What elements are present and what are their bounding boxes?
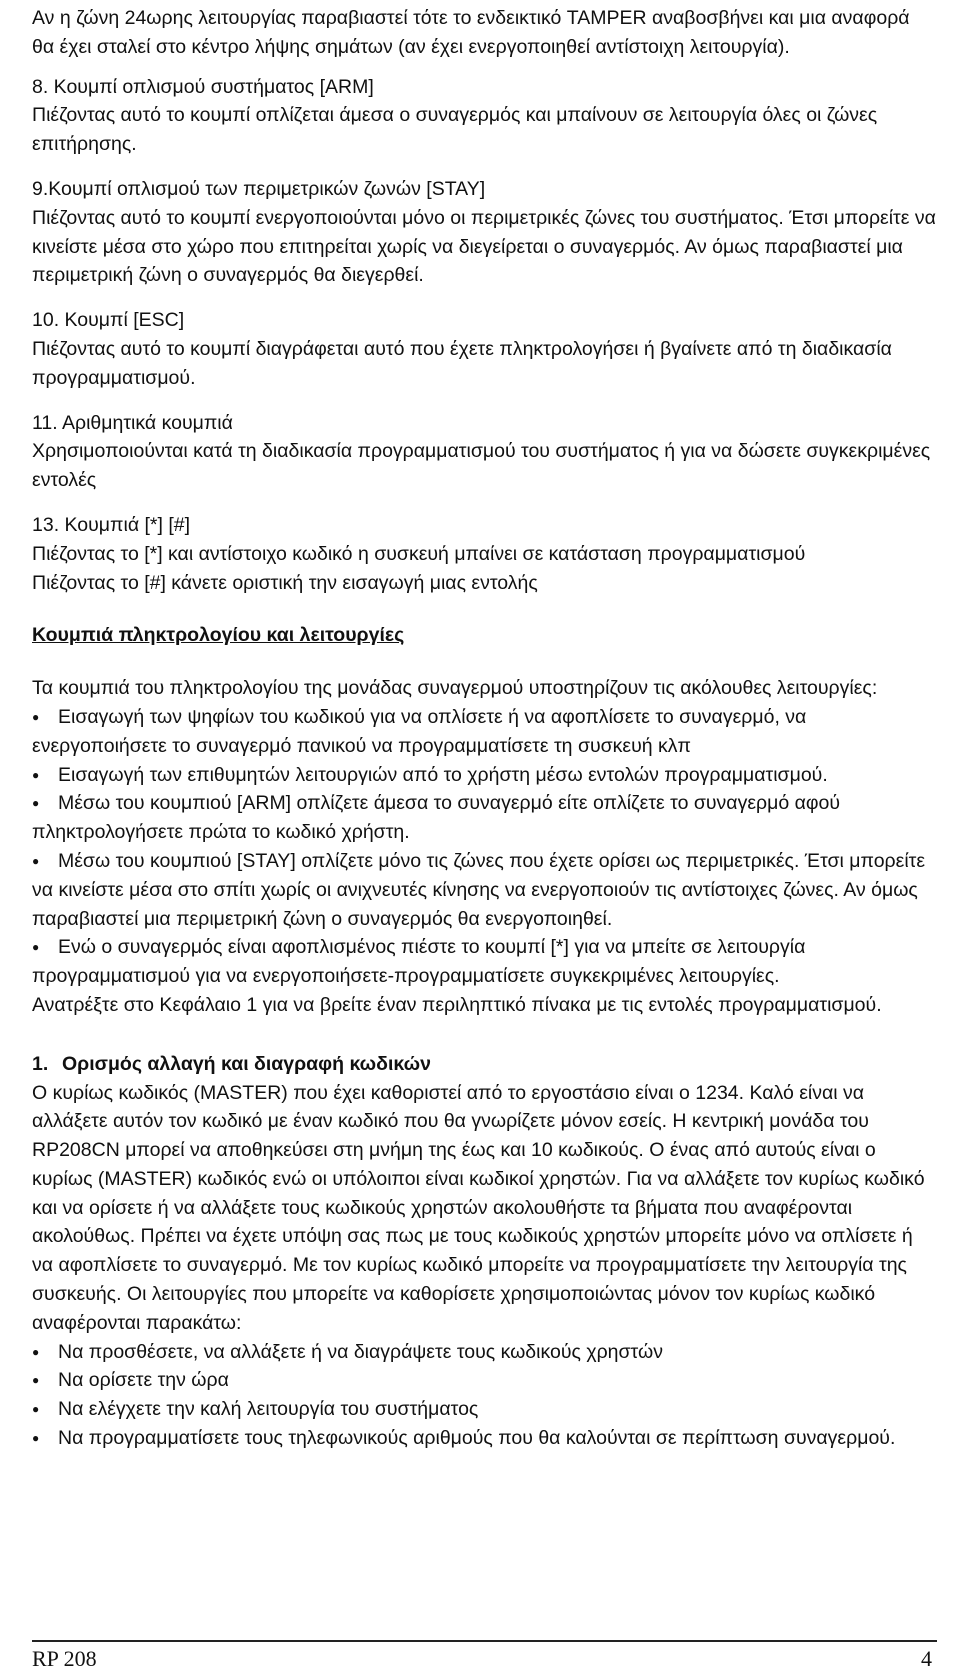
item-13-title: 13. Κουμπιά [*] [#] [32, 513, 191, 536]
item-9-text: Πιέζοντας αυτό το κουμπί ενεργοποιούνται μόνο οι περιμετρικές ζώνες του συστήματος. Έτσι μπορείτε να κινείστε μέσα στο χώρο που επιτηρείται χωρίς να διεγείρεται ο συναγερμός. Αν όμως παραβιαστεί μια περιμετρική ζώνη ο συναγερμός θα διεγερθεί. [32, 206, 936, 287]
page-number: 4 [921, 1646, 932, 1671]
item-13-line-1: Πιέζοντας το [*] και αντίστοιχο κωδικό η συσκευή μπαίνει σε κατάσταση προγραμματισμού [32, 542, 806, 565]
item-11-title: 11. Αριθμητικά κουμπιά [32, 411, 233, 434]
master-code-functions-list [32, 1338, 937, 1453]
subsection-heading [32, 1050, 937, 1079]
list-item: ● Ενώ ο συναγερμός είναι αφοπλισμένος πιέστε το κουμπί [*] για να μπείτε σε λειτουργία προγραμματισμού για να ενεργοποιήσετε-προγραμματίσετε συγκεκριμένες λειτουργίες. [32, 933, 937, 991]
item-8-text: Πιέζοντας αυτό το κουμπί οπλίζεται άμεσα ο συναγερμός και μπαίνουν σε λειτουργία όλες οι ζώνες επιτήρησης. [32, 104, 878, 156]
bullet-icon: ● [32, 767, 40, 782]
bullet-icon: ● [32, 940, 40, 955]
list-item: ● Εισαγωγή των επιθυμητών λειτουργιών από το χρήστη μέσω εντολών προγραμματισμού. [32, 761, 937, 790]
section-intro: Τα κουμπιά του πληκτρολογίου της μονάδας συναγερμού υποστηρίζουν τις ακόλουθες λειτουργίες: [32, 677, 878, 700]
list-item: ● Να προσθέσετε, να αλλάξετε ή να διαγράψετε τους κωδικούς χρηστών [32, 1338, 937, 1367]
chapter-reference: Ανατρέξτε στο Κεφάλαιο 1 για να βρείτε έναν περιληπτικό πίνακα με τις εντολές προγραμματισμού. [32, 993, 882, 1016]
bullet-icon: ● [32, 1344, 40, 1359]
bullet-icon: ● [32, 1373, 40, 1388]
subsection-number: 1. [32, 1052, 49, 1075]
item-10-text: Πιέζοντας αυτό το κουμπί διαγράφεται αυτό που έχετε πληκτρολογήσει ή βγαίνετε από τη διαδικασία προγραμματισμού. [32, 337, 892, 389]
list-item: ● Να ελέγχετε την καλή λειτουργία του συστήματος [32, 1395, 937, 1424]
section-heading: Κουμπιά πληκτρολογίου και λειτουργίες [32, 624, 405, 647]
subsection-title: Ορισμός αλλαγή και διαγραφή κωδικών [62, 1052, 431, 1075]
item-9-title: 9.Κουμπί οπλισμού των περιμετρικών ζωνών [STAY] [32, 177, 486, 200]
bullet-icon: ● [32, 709, 40, 724]
bullet-icon: ● [32, 1431, 40, 1446]
list-item: ● Μέσω του κουμπιού [STAY] οπλίζετε μόνο τις ζώνες που έχετε ορίσει ως περιμετρικές. Έτσι μπορείτε να κινείστε μέσα στο σπίτι χωρίς οι ανιχνευτές κίνησης να ενεργοποιούν τις αντίστοιχες ζώνες. Αν όμως παραβιαστεί μια περιμετρική ζώνη ο συναγερμός θα ενεργοποιηθεί. [32, 847, 937, 933]
list-item: ● Να ορίσετε την ώρα [32, 1366, 937, 1395]
item-8-title: 8. Κουμπί οπλισμού συστήματος [ARM] [32, 75, 374, 98]
item-11-text: Χρησιμοποιούνται κατά τη διαδικασία προγραμματισμού του συστήματος ή για να δώσετε συγκεκριμένες εντολές [32, 440, 931, 492]
bullet-icon: ● [32, 853, 40, 868]
bullet-icon: ● [32, 1402, 40, 1417]
list-item: ● Εισαγωγή των ψηφίων του κωδικού για να οπλίσετε ή να αφοπλίσετε το συναγερμό, να ενεργοποιήσετε το συναγερμό πανικού να προγραμματίσετε τη συσκευή κλπ [32, 703, 937, 761]
intro-paragraph: Αν η ζώνη 24ωρης λειτουργίας παραβιαστεί τότε το ενδεικτικό TAMPER αναβοσβήνει και μια αναφορά θα έχει σταλεί στο κέντρο λήψης σημάτων (αν έχει ενεργοποιηθεί αντίστοιχη λειτουργία). [32, 7, 910, 58]
document-body [32, 4, 937, 1453]
subsection-text: Ο κυρίως κωδικός (MASTER) που έχει καθοριστεί από το εργοστάσιο είναι ο 1234. Καλό είναι να αλλάξετε αυτόν τον κωδικό με έναν κωδικό που θα γνωρίζετε μόνον εσείς. Η κεντρική μονάδα του RP208CN μπορεί να αποθηκεύσει στη μνήμη της έως και 10 κωδικούς. Ο ένας από αυτούς είναι ο κυρίως (MASTER) κωδικός ενώ οι υπόλοιποι είναι κωδικοί χρηστών. Για να αλλάξετε τον κυρίως κωδικό και να ορίσετε ή να αλλάξετε τους κωδικούς χρηστών ακολουθήστε τα βήματα που αναφέρονται ακολούθως. Πρέπει να έχετε υπόψη σας πως με τους κωδικούς χρηστών μπορείτε μόνο να οπλίσετε ή να αφοπλίσετε το συναγερμό. Με τον κυρίως κωδικό μπορείτε να προγραμματίσετε την λειτουργία της συσκευής. Οι λειτουργίες που μπορείτε να καθορίσετε χρησιμοποιώντας μόνον τον κυρίως κωδικό αναφέρονται παρακάτω: [32, 1081, 925, 1334]
list-item: ● Να προγραμματίσετε τους τηλεφωνικούς αριθμούς που θα καλούνται σε περίπτωση συναγερμού. [32, 1424, 937, 1453]
footer-divider [32, 1640, 937, 1642]
footer-model: RP 208 [32, 1646, 97, 1671]
item-10-title: 10. Κουμπί [ESC] [32, 309, 185, 332]
item-13-line-2: Πιέζοντας το [#] κάνετε οριστική την εισαγωγή μιας εντολής [32, 571, 538, 594]
list-item: ● Μέσω του κουμπιού [ARM] οπλίζετε άμεσα το συναγερμό είτε οπλίζετε το συναγερμό αφού πληκτρολογήσετε πρώτα το κωδικό χρήστη. [32, 789, 937, 847]
bullet-icon: ● [32, 796, 40, 811]
keypad-functions-list [32, 703, 937, 991]
